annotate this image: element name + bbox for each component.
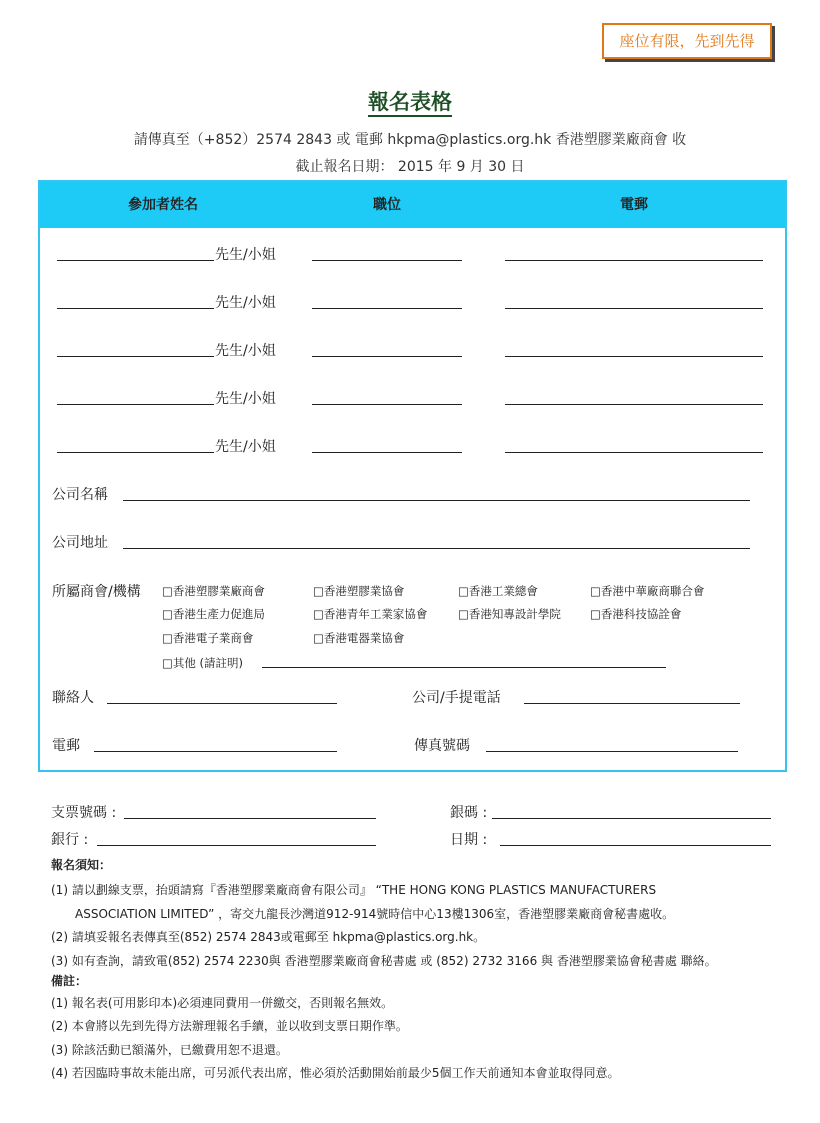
title-suffix: 先生/小姐 [215, 343, 276, 359]
title-suffix: 先生/小姐 [215, 295, 276, 311]
affiliation-other-field[interactable] [262, 667, 666, 668]
seat-limited-badge: 座位有限，先到先得 [602, 23, 772, 59]
contact-email-field[interactable] [94, 751, 337, 752]
form-title-text: 報名表格 [368, 90, 452, 117]
amount-label: 銀碼 : [450, 805, 488, 821]
bank-field[interactable] [97, 845, 376, 846]
affiliation-other-option[interactable]: □其他 (請註明) [162, 656, 243, 670]
email-field[interactable] [505, 404, 763, 405]
title-suffix: 先生/小姐 [215, 247, 276, 263]
affiliation-option[interactable]: □香港塑膠業協會 [313, 584, 405, 598]
cheque-field[interactable] [124, 818, 376, 819]
date-field[interactable] [500, 845, 771, 846]
form-title [0, 86, 820, 116]
title-suffix: 先生/小姐 [215, 391, 276, 407]
company-name-field[interactable] [123, 500, 750, 501]
email-field[interactable] [505, 260, 763, 261]
header-name: 參加者姓名 [128, 197, 198, 213]
company-address-label: 公司地址 [52, 535, 108, 551]
fax-label: 傳真號碼 [414, 738, 470, 754]
contact-field[interactable] [107, 703, 337, 704]
position-field[interactable] [312, 356, 462, 357]
affiliation-option[interactable]: □香港知專設計學院 [458, 607, 561, 621]
remarks-item: (3) 除該活動已額滿外，已繳費用恕不退還。 [51, 1043, 288, 1057]
name-field[interactable] [57, 404, 214, 405]
title-suffix: 先生/小姐 [215, 439, 276, 455]
contact-label: 聯絡人 [52, 690, 94, 706]
position-field[interactable] [312, 260, 462, 261]
fax-field[interactable] [486, 751, 738, 752]
email-field[interactable] [505, 308, 763, 309]
affiliation-option[interactable]: □香港工業總會 [458, 584, 538, 598]
name-field[interactable] [57, 452, 214, 453]
cheque-label: 支票號碼 : [51, 805, 117, 821]
email-field[interactable] [505, 452, 763, 453]
registration-box [38, 180, 787, 772]
position-field[interactable] [312, 452, 462, 453]
remarks-item: (4) 若因臨時事故未能出席，可另派代表出席，惟必須於活動開始前最少5個工作天前通知本會並取得同意。 [51, 1066, 620, 1080]
amount-field[interactable] [492, 818, 771, 819]
notice-title: 報名須知： [51, 858, 112, 872]
company-address-field[interactable] [123, 548, 750, 549]
position-field[interactable] [312, 404, 462, 405]
affiliation-option[interactable]: □香港青年工業家協會 [313, 607, 428, 621]
notice-item: (3) 如有查詢，請致電(852) 2574 2230與 香港塑膠業廠商會秘書處 或 (852) 2732 3166 與 香港塑膠業協會秘書處 聯絡。 [51, 954, 717, 968]
remarks-item: (1) 報名表(可用影印本)必須連同費用一併繳交，否則報名無效。 [51, 996, 394, 1010]
header-position: 職位 [373, 197, 401, 213]
fax-instruction: 請傳真至（+852）2574 2843 或 電郵 hkpma@plastics.org.hk 香港塑膠業廠商會 收 [133, 132, 687, 148]
name-field[interactable] [57, 356, 214, 357]
header-email: 電郵 [620, 197, 648, 213]
contact-email-label: 電郵 [52, 738, 80, 754]
email-field[interactable] [505, 356, 763, 357]
name-field[interactable] [57, 308, 214, 309]
affiliation-option[interactable]: □香港電子業商會 [162, 631, 254, 645]
deadline-text: 截止報名日期： 2015 年 9 月 30 日 [295, 159, 525, 175]
remarks-item: (2) 本會將以先到先得方法辦理報名手續，並以收到支票日期作準。 [51, 1019, 408, 1033]
company-name-label: 公司名稱 [52, 487, 108, 503]
affiliation-label: 所屬商會/機構 [52, 584, 141, 600]
position-field[interactable] [312, 308, 462, 309]
phone-label: 公司/手提電話 [412, 690, 501, 706]
phone-field[interactable] [524, 703, 740, 704]
table-header [40, 182, 785, 228]
date-label: 日期 : [450, 832, 488, 848]
bank-label: 銀行 : [51, 832, 89, 848]
notice-item: (1) 請以劃線支票，抬頭請寫『香港塑膠業廠商會有限公司』 “THE HONG KONG PLASTICS MANUFACTURERS [51, 883, 657, 897]
affiliation-option[interactable]: □香港中華廠商聯合會 [590, 584, 705, 598]
affiliation-option[interactable]: □香港生產力促進局 [162, 607, 265, 621]
affiliation-option[interactable]: □香港電器業協會 [313, 631, 405, 645]
name-field[interactable] [57, 260, 214, 261]
notice-item: ASSOCIATION LIMITED” ，寄交九龍長沙灣道912-914號時信中心13樓1306室，香港塑膠業廠商會秘書處收。 [75, 907, 675, 921]
remarks-title: 備註： [51, 974, 88, 988]
affiliation-option[interactable]: □香港塑膠業廠商會 [162, 584, 265, 598]
affiliation-option[interactable]: □香港科技協詮會 [590, 607, 682, 621]
notice-item: (2) 請填妥報名表傳真至(852) 2574 2843或電郵至 hkpma@plastics.org.hk。 [51, 930, 486, 944]
